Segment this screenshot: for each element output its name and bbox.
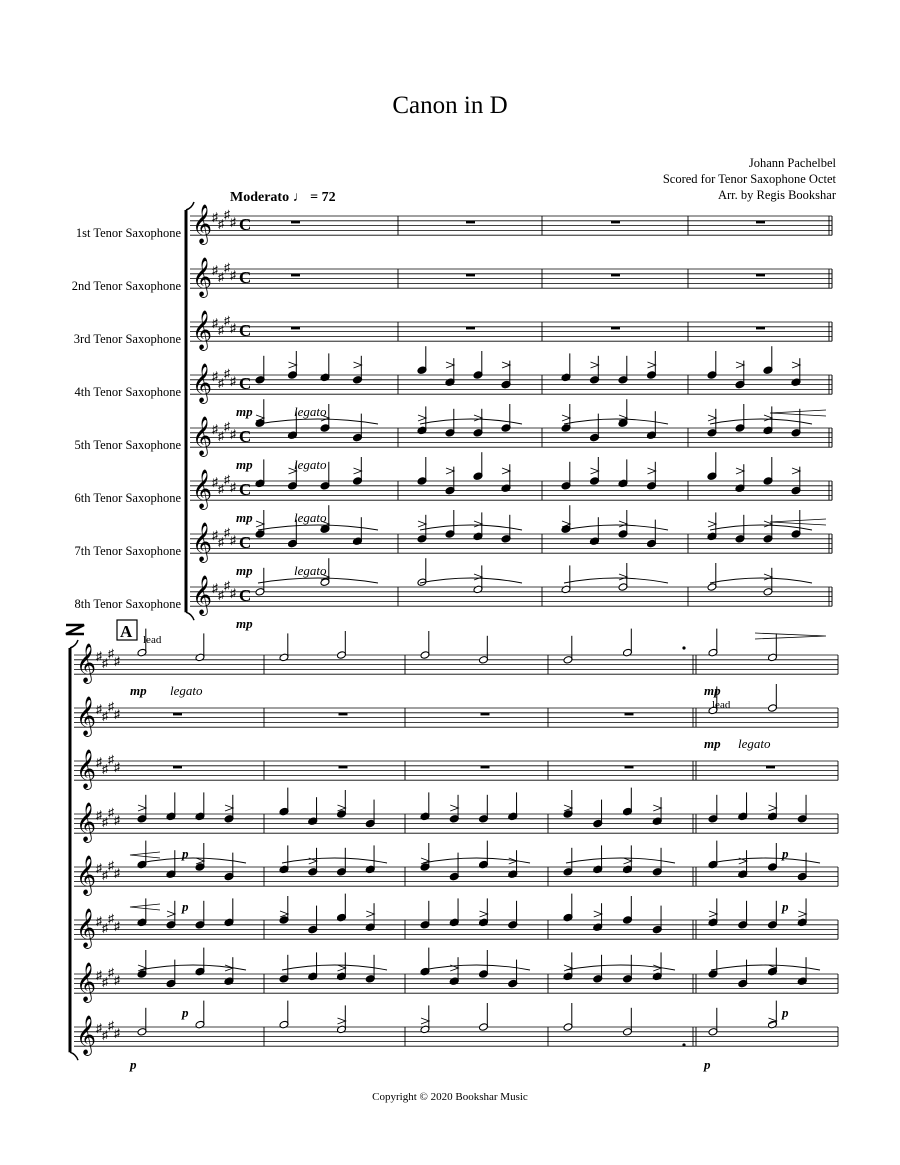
sharp-sign: ♯ xyxy=(96,1021,102,1035)
dynamic-marking: p xyxy=(782,846,789,861)
sharp-sign: ♯ xyxy=(96,861,102,875)
whole-rest xyxy=(625,766,634,769)
whole-rest xyxy=(173,713,182,716)
sharp-sign: ♯ xyxy=(102,762,108,777)
expression-text: legato xyxy=(294,404,327,420)
sharp-sign: ♯ xyxy=(218,323,224,338)
sharp-sign: ♯ xyxy=(224,525,230,540)
treble-clef: 𝄞 xyxy=(192,312,213,349)
whole-rest xyxy=(466,221,475,224)
sharp-sign: ♯ xyxy=(96,755,102,769)
accent-mark xyxy=(564,965,572,971)
sharp-sign: ♯ xyxy=(108,1018,114,1033)
tempo-marking: Moderato ♩ = 72 xyxy=(230,190,336,205)
crescendo-hairpin xyxy=(130,904,160,910)
slur xyxy=(258,419,378,424)
accent-mark xyxy=(366,911,374,917)
accent-mark xyxy=(480,911,488,917)
treble-clef: 𝄞 xyxy=(76,964,97,1001)
slur xyxy=(564,578,668,583)
sharp-sign: ♯ xyxy=(114,865,120,880)
slur xyxy=(423,965,530,970)
slur xyxy=(711,965,820,970)
sharp-sign: ♯ xyxy=(96,808,102,822)
sharp-sign: ♯ xyxy=(108,805,114,820)
instrument-name: 4th Tenor Saxophone xyxy=(74,385,181,399)
dynamic-marking: p xyxy=(782,899,789,914)
treble-clef: 𝄞 xyxy=(192,577,213,614)
accent-mark xyxy=(594,911,602,917)
accent-mark xyxy=(619,574,627,580)
accent-mark xyxy=(338,965,346,971)
slur xyxy=(566,858,675,863)
sharp-sign: ♯ xyxy=(102,1028,108,1043)
time-signature: C xyxy=(239,268,252,287)
sharp-sign: ♯ xyxy=(212,528,218,542)
time-signature: C xyxy=(239,586,252,605)
sharp-sign: ♯ xyxy=(114,759,120,774)
lead-marking: lead xyxy=(712,699,731,711)
accent-mark xyxy=(792,468,800,474)
scoring-credit: Scored for Tenor Saxophone Octet xyxy=(662,172,836,186)
sharp-sign: ♯ xyxy=(230,320,236,335)
slur xyxy=(282,965,387,970)
slur xyxy=(258,525,378,530)
sharp-sign: ♯ xyxy=(102,921,108,936)
dynamic-marking: p xyxy=(782,1005,789,1020)
expression-text: legato xyxy=(738,736,771,751)
instrument-name: 6th Tenor Saxophone xyxy=(74,491,181,505)
accent-mark xyxy=(256,521,264,527)
treble-clef: 𝄞 xyxy=(192,418,213,455)
time-signature: C xyxy=(239,427,252,446)
time-signature: C xyxy=(239,374,252,393)
whole-rest xyxy=(291,274,300,277)
dynamic-marking: mp xyxy=(236,457,253,473)
sharp-sign: ♯ xyxy=(96,968,102,982)
whole-rest xyxy=(611,327,620,330)
page-title: Canon in D xyxy=(392,92,508,119)
dynamic-marking: mp xyxy=(236,510,253,526)
accent-mark xyxy=(421,1018,429,1024)
sharp-sign: ♯ xyxy=(114,972,120,987)
dynamic-marking: p xyxy=(182,899,189,914)
crescendo-hairpin xyxy=(130,852,160,858)
accent-mark xyxy=(792,362,800,368)
accent-mark xyxy=(591,468,599,474)
sharp-sign: ♯ xyxy=(212,263,218,277)
accent-mark xyxy=(289,362,297,368)
breath-mark xyxy=(682,646,685,649)
time-signature: C xyxy=(239,321,252,340)
accent-mark xyxy=(648,468,656,474)
sharp-sign: ♯ xyxy=(96,914,102,928)
accent-mark xyxy=(338,805,346,811)
lead-marking: lead xyxy=(143,634,162,646)
accent-mark xyxy=(354,468,362,474)
accent-mark xyxy=(167,911,175,917)
sharp-sign: ♯ xyxy=(230,426,236,441)
sharp-sign: ♯ xyxy=(96,702,102,716)
accent-mark xyxy=(648,362,656,368)
expression-text: legato xyxy=(294,457,327,473)
dynamic-marking: p xyxy=(704,1057,711,1072)
accent-mark xyxy=(769,805,777,811)
expression-text: legato xyxy=(294,510,327,526)
sharp-sign: ♯ xyxy=(114,653,120,668)
treble-clef: 𝄞 xyxy=(76,751,97,788)
dynamic-marking: mp xyxy=(236,563,253,579)
dynamic-marking: mp xyxy=(704,736,721,751)
accent-mark xyxy=(446,362,454,368)
sharp-sign: ♯ xyxy=(212,316,218,330)
whole-rest xyxy=(756,221,765,224)
accent-mark xyxy=(764,415,772,421)
accent-mark xyxy=(736,362,744,368)
whole-rest xyxy=(611,221,620,224)
whole-rest xyxy=(481,713,490,716)
system-separator xyxy=(66,625,84,634)
treble-clef: 𝄞 xyxy=(192,471,213,508)
accent-mark xyxy=(653,805,661,811)
treble-clef: 𝄞 xyxy=(76,1017,97,1054)
sharp-sign: ♯ xyxy=(230,267,236,282)
whole-rest xyxy=(173,766,182,769)
sharp-sign: ♯ xyxy=(212,475,218,489)
sharp-sign: ♯ xyxy=(108,646,114,661)
treble-clef: 𝄞 xyxy=(76,698,97,735)
instrument-name: 8th Tenor Saxophone xyxy=(74,597,181,611)
accent-mark xyxy=(450,805,458,811)
treble-clef: 𝄞 xyxy=(76,645,97,682)
dynamic-marking: p xyxy=(182,846,189,861)
slur xyxy=(282,858,387,863)
accent-mark xyxy=(764,574,772,580)
composer-credit: Johann Pachelbel xyxy=(748,156,836,170)
treble-clef: 𝄞 xyxy=(76,910,97,947)
copyright-footer: Copyright © 2020 Bookshar Music xyxy=(372,1091,528,1103)
accent-mark xyxy=(798,911,806,917)
sharp-sign: ♯ xyxy=(230,532,236,547)
sharp-sign: ♯ xyxy=(218,588,224,603)
instrument-name: 7th Tenor Saxophone xyxy=(74,544,181,558)
accent-mark xyxy=(474,574,482,580)
whole-rest xyxy=(756,274,765,277)
dynamic-marking: mp xyxy=(236,404,253,420)
treble-clef: 𝄞 xyxy=(76,804,97,841)
sharp-sign: ♯ xyxy=(230,373,236,388)
treble-clef: 𝄞 xyxy=(192,524,213,561)
sharp-sign: ♯ xyxy=(218,535,224,550)
dynamic-marking: mp xyxy=(236,616,253,632)
accent-mark xyxy=(338,1018,346,1024)
sharp-sign: ♯ xyxy=(218,376,224,391)
slur xyxy=(710,525,812,530)
slur xyxy=(420,419,522,424)
sharp-sign: ♯ xyxy=(212,369,218,383)
expression-text: legato xyxy=(170,683,203,698)
accent-mark xyxy=(225,805,233,811)
whole-rest xyxy=(466,327,475,330)
sharp-sign: ♯ xyxy=(114,1025,120,1040)
accent-mark xyxy=(708,521,716,527)
sharp-sign: ♯ xyxy=(96,649,102,663)
sharp-sign: ♯ xyxy=(230,479,236,494)
instrument-name: 1st Tenor Saxophone xyxy=(75,226,181,240)
sharp-sign: ♯ xyxy=(114,706,120,721)
sharp-sign: ♯ xyxy=(224,472,230,487)
accent-mark xyxy=(562,415,570,421)
dynamic-marking: p xyxy=(130,1057,137,1072)
instrument-name: 3rd Tenor Saxophone xyxy=(73,332,181,346)
whole-rest xyxy=(291,221,300,224)
whole-rest xyxy=(339,713,348,716)
accent-mark xyxy=(280,911,288,917)
accent-mark xyxy=(708,415,716,421)
treble-clef: 𝄞 xyxy=(192,206,213,243)
accent-mark xyxy=(138,965,146,971)
instrument-name: 5th Tenor Saxophone xyxy=(74,438,181,452)
sharp-sign: ♯ xyxy=(230,214,236,229)
slur xyxy=(420,525,522,530)
accent-mark xyxy=(474,521,482,527)
sharp-sign: ♯ xyxy=(224,313,230,328)
sharp-sign: ♯ xyxy=(102,815,108,830)
sharp-sign: ♯ xyxy=(224,419,230,434)
accent-mark xyxy=(619,521,627,527)
whole-rest xyxy=(481,766,490,769)
whole-rest xyxy=(466,274,475,277)
sharp-sign: ♯ xyxy=(108,858,114,873)
crescendo-hairpin xyxy=(770,519,826,525)
accent-mark xyxy=(502,468,510,474)
accent-mark xyxy=(736,468,744,474)
crescendo-hairpin xyxy=(770,410,826,416)
sharp-sign: ♯ xyxy=(218,429,224,444)
sharp-sign: ♯ xyxy=(230,585,236,600)
treble-clef: 𝄞 xyxy=(76,857,97,894)
diminuendo-hairpin xyxy=(755,633,826,639)
breath-mark xyxy=(682,1043,685,1046)
sharp-sign: ♯ xyxy=(224,578,230,593)
sharp-sign: ♯ xyxy=(224,366,230,381)
slur xyxy=(564,419,668,424)
accent-mark xyxy=(354,362,362,368)
slur xyxy=(710,578,812,583)
sharp-sign: ♯ xyxy=(108,911,114,926)
whole-rest xyxy=(339,766,348,769)
time-signature: C xyxy=(239,215,252,234)
time-signature: C xyxy=(239,480,252,499)
sharp-sign: ♯ xyxy=(224,207,230,222)
accent-mark xyxy=(564,805,572,811)
sharp-sign: ♯ xyxy=(212,210,218,224)
arranger-credit: Arr. by Regis Bookshar xyxy=(717,188,836,202)
whole-rest xyxy=(766,766,775,769)
accent-mark xyxy=(446,468,454,474)
slur xyxy=(140,858,246,863)
accent-mark xyxy=(196,858,204,864)
slur xyxy=(258,578,378,583)
treble-clef: 𝄞 xyxy=(192,365,213,402)
accent-mark xyxy=(502,362,510,368)
accent-mark xyxy=(474,415,482,421)
rehearsal-mark: A xyxy=(120,622,133,641)
dynamic-marking: p xyxy=(182,1005,189,1020)
slur xyxy=(711,858,820,863)
whole-rest xyxy=(756,327,765,330)
expression-text: legato xyxy=(294,563,327,579)
sharp-sign: ♯ xyxy=(218,217,224,232)
accent-mark xyxy=(624,858,632,864)
time-signature: C xyxy=(239,533,252,552)
sharp-sign: ♯ xyxy=(102,975,108,990)
whole-rest xyxy=(611,274,620,277)
whole-rest xyxy=(625,713,634,716)
accent-mark xyxy=(418,521,426,527)
treble-clef: 𝄞 xyxy=(192,259,213,296)
sharp-sign: ♯ xyxy=(212,422,218,436)
accent-mark xyxy=(138,805,146,811)
slur xyxy=(420,578,522,583)
accent-mark xyxy=(418,415,426,421)
accent-mark xyxy=(591,362,599,368)
sharp-sign: ♯ xyxy=(102,656,108,671)
dynamic-marking: mp xyxy=(130,683,147,698)
slur xyxy=(564,525,668,530)
accent-mark xyxy=(709,911,717,917)
sharp-sign: ♯ xyxy=(212,581,218,595)
sharp-sign: ♯ xyxy=(108,752,114,767)
sharp-sign: ♯ xyxy=(114,812,120,827)
sharp-sign: ♯ xyxy=(218,270,224,285)
sharp-sign: ♯ xyxy=(108,965,114,980)
dynamic-marking: mp xyxy=(704,683,721,698)
sharp-sign: ♯ xyxy=(114,918,120,933)
sharp-sign: ♯ xyxy=(224,260,230,275)
sharp-sign: ♯ xyxy=(108,699,114,714)
slur xyxy=(710,419,812,424)
accent-mark xyxy=(421,858,429,864)
instrument-name: 2nd Tenor Saxophone xyxy=(71,279,181,293)
whole-rest xyxy=(291,327,300,330)
sharp-sign: ♯ xyxy=(102,709,108,724)
sharp-sign: ♯ xyxy=(102,868,108,883)
sharp-sign: ♯ xyxy=(218,482,224,497)
